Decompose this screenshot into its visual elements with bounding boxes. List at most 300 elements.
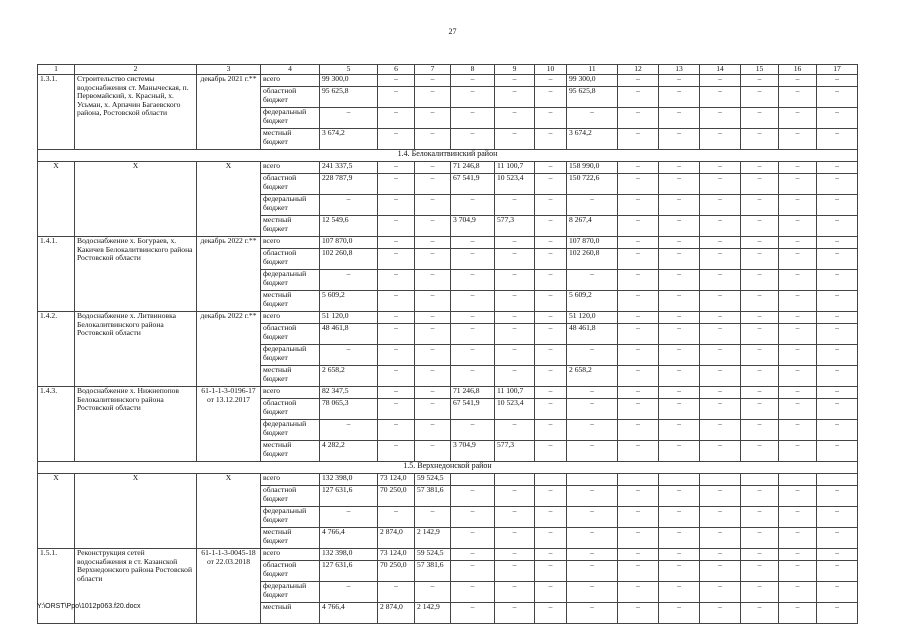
amount-cell: – [779, 441, 817, 462]
amount-cell: – [618, 291, 659, 312]
amount-cell: 48 461,8 [567, 324, 618, 345]
amount-cell: – [415, 312, 451, 324]
amount-cell: – [779, 291, 817, 312]
amount-cell: – [817, 174, 858, 195]
amount-cell: – [779, 108, 817, 129]
amount-cell: – [618, 507, 659, 528]
amount-cell: – [378, 366, 415, 387]
amount-cell: 158 990,0 [567, 162, 618, 174]
amount-cell: – [741, 237, 779, 249]
table-row [38, 162, 858, 174]
amount-cell: – [567, 507, 618, 528]
amount-cell: – [817, 528, 858, 549]
amount-cell: 8 267,4 [567, 216, 618, 237]
amount-cell: – [618, 174, 659, 195]
amount-cell: – [451, 237, 495, 249]
amount-cell: 577,3 [495, 441, 535, 462]
amount-cell: 4 282,2 [320, 441, 378, 462]
amount-cell: – [817, 195, 858, 216]
amount-cell: – [495, 582, 535, 603]
amount-cell: – [779, 582, 817, 603]
amount-cell: – [495, 249, 535, 270]
amount-cell: 51 120,0 [320, 312, 378, 324]
item-name: Водоснабжение х. Литвиновка Белокалитвинского района Ростовской области [75, 312, 197, 387]
amount-cell: – [495, 366, 535, 387]
table-row [38, 312, 858, 324]
amount-cell: 107 870,0 [320, 237, 378, 249]
amount-cell: – [741, 249, 779, 270]
amount-cell: – [618, 75, 659, 87]
amount-cell: – [779, 270, 817, 291]
amount-cell: – [495, 324, 535, 345]
column-number: 16 [779, 65, 817, 75]
amount-cell: 78 065,3 [320, 399, 378, 420]
amount-cell: – [451, 291, 495, 312]
amount-cell: – [535, 291, 567, 312]
amount-cell: 127 631,6 [320, 486, 378, 507]
amount-cell: – [659, 312, 700, 324]
amount-cell: – [779, 420, 817, 441]
amount-cell: – [320, 582, 378, 603]
amount-cell: – [415, 87, 451, 108]
column-number: 8 [451, 65, 495, 75]
amount-cell: – [618, 108, 659, 129]
table-row [38, 474, 858, 486]
amount-cell: – [700, 441, 741, 462]
amount-cell: – [618, 249, 659, 270]
item-name: Х [75, 162, 197, 237]
item-code: 1.4.2. [38, 312, 75, 387]
amount-cell: – [378, 195, 415, 216]
amount-cell: – [741, 174, 779, 195]
amount-cell: – [415, 162, 451, 174]
column-number: 3 [197, 65, 261, 75]
amount-cell: 127 631,6 [320, 561, 378, 582]
amount-cell: – [817, 162, 858, 174]
amount-cell: 11 100,7 [495, 387, 535, 399]
amount-cell: – [817, 366, 858, 387]
amount-cell: 577,3 [495, 216, 535, 237]
amount-cell: – [618, 420, 659, 441]
amount-cell: – [567, 582, 618, 603]
amount-cell: – [817, 603, 858, 624]
column-number: 13 [659, 65, 700, 75]
amount-cell: – [741, 441, 779, 462]
amount-cell: 11 100,7 [495, 162, 535, 174]
amount-cell: – [817, 270, 858, 291]
amount-cell: – [535, 270, 567, 291]
amount-cell: – [700, 366, 741, 387]
amount-cell: – [535, 366, 567, 387]
table-row [38, 75, 858, 87]
amount-cell: – [415, 75, 451, 87]
amount-cell: – [741, 549, 779, 561]
amount-cell: – [817, 312, 858, 324]
section-header-row [38, 150, 858, 162]
amount-cell: – [618, 486, 659, 507]
amount-cell: – [700, 324, 741, 345]
amount-cell: – [535, 561, 567, 582]
amount-cell: – [378, 420, 415, 441]
item-term: 61-1-1-3-0045-18 от 22.03.2018 [197, 549, 261, 624]
funding-source: местный бюджет [261, 129, 320, 150]
item-code: 1.4.3. [38, 387, 75, 462]
amount-cell: – [659, 387, 700, 399]
amount-cell: – [535, 399, 567, 420]
amount-cell: – [700, 162, 741, 174]
funding-source: областной бюджет [261, 399, 320, 420]
funding-source: областной бюджет [261, 486, 320, 507]
amount-cell: 67 541,9 [451, 174, 495, 195]
amount-cell: – [741, 345, 779, 366]
amount-cell: – [415, 270, 451, 291]
amount-cell: – [618, 237, 659, 249]
amount-cell: – [378, 582, 415, 603]
funding-source: федеральный бюджет [261, 270, 320, 291]
amount-cell: – [659, 249, 700, 270]
amount-cell: 2 874,0 [378, 528, 415, 549]
amount-cell: – [741, 486, 779, 507]
column-number: 6 [378, 65, 415, 75]
amount-cell: – [700, 420, 741, 441]
amount-cell: – [535, 486, 567, 507]
amount-cell: – [659, 486, 700, 507]
amount-cell: – [779, 549, 817, 561]
amount-cell: – [618, 582, 659, 603]
amount-cell: – [378, 87, 415, 108]
amount-cell: – [700, 108, 741, 129]
amount-cell: – [451, 87, 495, 108]
amount-cell: 51 120,0 [567, 312, 618, 324]
amount-cell: – [378, 399, 415, 420]
funding-source: областной бюджет [261, 174, 320, 195]
amount-cell: – [320, 507, 378, 528]
item-term: декабрь 2021 г.** [197, 75, 261, 150]
amount-cell: – [659, 237, 700, 249]
item-name: Х [75, 474, 197, 549]
funding-source: всего [261, 75, 320, 87]
amount-cell: – [741, 312, 779, 324]
amount-cell: – [535, 108, 567, 129]
amount-cell: – [451, 270, 495, 291]
amount-cell: – [817, 75, 858, 87]
amount-cell: – [535, 174, 567, 195]
amount-cell: – [817, 87, 858, 108]
item-code: 1.4.1. [38, 237, 75, 312]
amount-cell: – [659, 216, 700, 237]
amount-cell: – [495, 561, 535, 582]
funding-source: местный бюджет [261, 216, 320, 237]
amount-cell: – [451, 75, 495, 87]
amount-cell: – [535, 582, 567, 603]
amount-cell: – [779, 129, 817, 150]
amount-cell: – [535, 216, 567, 237]
amount-cell: – [415, 216, 451, 237]
amount-cell: – [378, 249, 415, 270]
funding-source: федеральный бюджет [261, 195, 320, 216]
table-row [38, 387, 858, 399]
amount-cell: – [817, 507, 858, 528]
amount-cell: 150 722,6 [567, 174, 618, 195]
amount-cell: – [567, 486, 618, 507]
funding-source: федеральный бюджет [261, 345, 320, 366]
amount-cell: 99 300,0 [320, 75, 378, 87]
amount-cell: – [700, 129, 741, 150]
amount-cell: 241 337,5 [320, 162, 378, 174]
amount-cell: – [618, 441, 659, 462]
amount-cell: – [741, 561, 779, 582]
item-term: декабрь 2022 г.** [197, 312, 261, 387]
amount-cell: – [451, 486, 495, 507]
amount-cell: – [618, 366, 659, 387]
amount-cell: – [700, 582, 741, 603]
column-number: 5 [320, 65, 378, 75]
amount-cell: – [378, 237, 415, 249]
amount-cell: – [618, 129, 659, 150]
amount-cell: – [779, 603, 817, 624]
amount-cell: – [495, 237, 535, 249]
amount-cell [700, 474, 741, 486]
amount-cell: – [618, 216, 659, 237]
amount-cell: – [741, 108, 779, 129]
amount-cell: – [659, 441, 700, 462]
amount-cell: – [451, 108, 495, 129]
amount-cell: – [700, 270, 741, 291]
page-number: 27 [448, 27, 457, 36]
amount-cell: – [535, 603, 567, 624]
amount-cell: – [535, 507, 567, 528]
amount-cell: – [415, 249, 451, 270]
amount-cell: – [618, 549, 659, 561]
amount-cell: 57 381,6 [415, 486, 451, 507]
amount-cell: – [535, 75, 567, 87]
amount-cell: 2 658,2 [567, 366, 618, 387]
amount-cell: – [451, 249, 495, 270]
amount-cell: – [451, 420, 495, 441]
item-name: Строительство системы водоснабжения ст. Маныческая, п. Первомайский, х. Красный, х. Усьман, х. Арпачин Багаевского района, Ростовской области [75, 75, 197, 150]
funding-source: федеральный бюджет [261, 420, 320, 441]
amount-cell: – [567, 549, 618, 561]
amount-cell: 73 124,0 [378, 474, 415, 486]
amount-cell: – [659, 108, 700, 129]
amount-cell: – [378, 507, 415, 528]
amount-cell: – [618, 603, 659, 624]
item-term: Х [197, 162, 261, 237]
amount-cell: – [451, 195, 495, 216]
amount-cell: 57 381,6 [415, 561, 451, 582]
amount-cell: – [378, 291, 415, 312]
amount-cell: – [415, 507, 451, 528]
amount-cell: 10 523,4 [495, 399, 535, 420]
amount-cell: – [659, 162, 700, 174]
column-number: 1 [38, 65, 75, 75]
amount-cell: – [659, 174, 700, 195]
amount-cell: – [741, 399, 779, 420]
amount-cell: 71 246,8 [451, 387, 495, 399]
column-number: 2 [75, 65, 197, 75]
amount-cell: – [817, 549, 858, 561]
amount-cell: 67 541,9 [451, 399, 495, 420]
amount-cell: – [817, 486, 858, 507]
amount-cell: – [700, 195, 741, 216]
amount-cell: 99 300,0 [567, 75, 618, 87]
amount-cell: – [741, 75, 779, 87]
amount-cell: – [779, 399, 817, 420]
amount-cell: – [741, 420, 779, 441]
amount-cell: – [495, 75, 535, 87]
amount-cell: – [567, 420, 618, 441]
amount-cell: – [378, 312, 415, 324]
amount-cell: – [659, 549, 700, 561]
funding-source: федеральный бюджет [261, 507, 320, 528]
amount-cell: – [779, 237, 817, 249]
amount-cell: – [817, 216, 858, 237]
file-path-footer: Y:\ORST\Ppo\1012p063.f20.docx [37, 603, 141, 610]
item-term: 61-1-1-3-0196-17 от 13.12.2017 [197, 387, 261, 462]
amount-cell: – [700, 528, 741, 549]
amount-cell: – [378, 162, 415, 174]
item-name: Водоснабжение х. Богураев, х. Какичев Белокалитвинского района Ростовской области [75, 237, 197, 312]
amount-cell: – [700, 174, 741, 195]
column-number: 15 [741, 65, 779, 75]
amount-cell: – [779, 324, 817, 345]
amount-cell: – [495, 528, 535, 549]
amount-cell: – [700, 603, 741, 624]
funding-source: всего [261, 312, 320, 324]
amount-cell: – [567, 441, 618, 462]
amount-cell: – [495, 195, 535, 216]
amount-cell: – [659, 420, 700, 441]
amount-cell: – [700, 549, 741, 561]
amount-cell: – [320, 195, 378, 216]
amount-cell: – [535, 162, 567, 174]
amount-cell: 82 347,5 [320, 387, 378, 399]
amount-cell: – [415, 387, 451, 399]
amount-cell: – [451, 582, 495, 603]
amount-cell: – [779, 87, 817, 108]
amount-cell: – [779, 75, 817, 87]
amount-cell: – [495, 108, 535, 129]
amount-cell: 10 523,4 [495, 174, 535, 195]
amount-cell: – [567, 345, 618, 366]
item-code: 1.5.1. [38, 549, 75, 624]
funding-source: всего [261, 162, 320, 174]
amount-cell: – [535, 345, 567, 366]
section-title: 1.4. Белокалитвинский район [38, 150, 858, 162]
funding-source: федеральный бюджет [261, 108, 320, 129]
amount-cell: 3 704,9 [451, 216, 495, 237]
amount-cell: – [378, 216, 415, 237]
amount-cell: 71 246,8 [451, 162, 495, 174]
amount-cell: – [535, 441, 567, 462]
amount-cell: – [567, 399, 618, 420]
amount-cell: – [779, 312, 817, 324]
amount-cell: – [320, 108, 378, 129]
amount-cell: – [741, 324, 779, 345]
amount-cell: – [495, 420, 535, 441]
amount-cell: – [495, 507, 535, 528]
amount-cell: – [741, 162, 779, 174]
amount-cell: – [817, 129, 858, 150]
amount-cell: – [741, 195, 779, 216]
amount-cell: – [415, 174, 451, 195]
amount-cell: – [659, 87, 700, 108]
amount-cell: – [415, 441, 451, 462]
amount-cell: – [618, 195, 659, 216]
amount-cell: – [779, 195, 817, 216]
amount-cell: – [495, 345, 535, 366]
amount-cell: – [535, 387, 567, 399]
amount-cell: 95 625,8 [320, 87, 378, 108]
amount-cell: – [741, 129, 779, 150]
amount-cell: – [451, 324, 495, 345]
amount-cell: – [659, 366, 700, 387]
amount-cell: – [700, 291, 741, 312]
amount-cell: – [700, 249, 741, 270]
funding-source: областной бюджет [261, 87, 320, 108]
item-code: Х [38, 474, 75, 549]
amount-cell: – [451, 561, 495, 582]
amount-cell: – [779, 366, 817, 387]
amount-cell: 70 250,0 [378, 486, 415, 507]
amount-cell: – [495, 603, 535, 624]
amount-cell: – [700, 345, 741, 366]
amount-cell: – [618, 162, 659, 174]
funding-source: областной бюджет [261, 561, 320, 582]
amount-cell: – [378, 441, 415, 462]
column-number: 4 [261, 65, 320, 75]
funding-source: всего [261, 237, 320, 249]
amount-cell: – [700, 75, 741, 87]
amount-cell [659, 474, 700, 486]
amount-cell: – [567, 108, 618, 129]
amount-cell: – [700, 87, 741, 108]
amount-cell: – [415, 399, 451, 420]
amount-cell: – [567, 195, 618, 216]
amount-cell: – [415, 366, 451, 387]
amount-cell: – [378, 129, 415, 150]
amount-cell: – [817, 441, 858, 462]
amount-cell: – [700, 237, 741, 249]
amount-cell: 102 260,8 [567, 249, 618, 270]
amount-cell: – [779, 216, 817, 237]
amount-cell: – [817, 399, 858, 420]
amount-cell: – [535, 420, 567, 441]
amount-cell: 3 674,2 [567, 129, 618, 150]
amount-cell: – [817, 345, 858, 366]
amount-cell: – [567, 561, 618, 582]
amount-cell [779, 474, 817, 486]
amount-cell [451, 474, 495, 486]
amount-cell: – [378, 75, 415, 87]
amount-cell: – [817, 291, 858, 312]
amount-cell: – [618, 345, 659, 366]
amount-cell: 59 524,5 [415, 474, 451, 486]
amount-cell: – [415, 108, 451, 129]
amount-cell [567, 474, 618, 486]
table-row [38, 549, 858, 561]
item-term: декабрь 2022 г.** [197, 237, 261, 312]
amount-cell: – [779, 162, 817, 174]
amount-cell: – [495, 549, 535, 561]
amount-cell: – [741, 528, 779, 549]
amount-cell: – [451, 312, 495, 324]
amount-cell [495, 474, 535, 486]
budget-table [37, 64, 858, 624]
amount-cell: – [741, 387, 779, 399]
amount-cell: – [659, 528, 700, 549]
column-number: 7 [415, 65, 451, 75]
